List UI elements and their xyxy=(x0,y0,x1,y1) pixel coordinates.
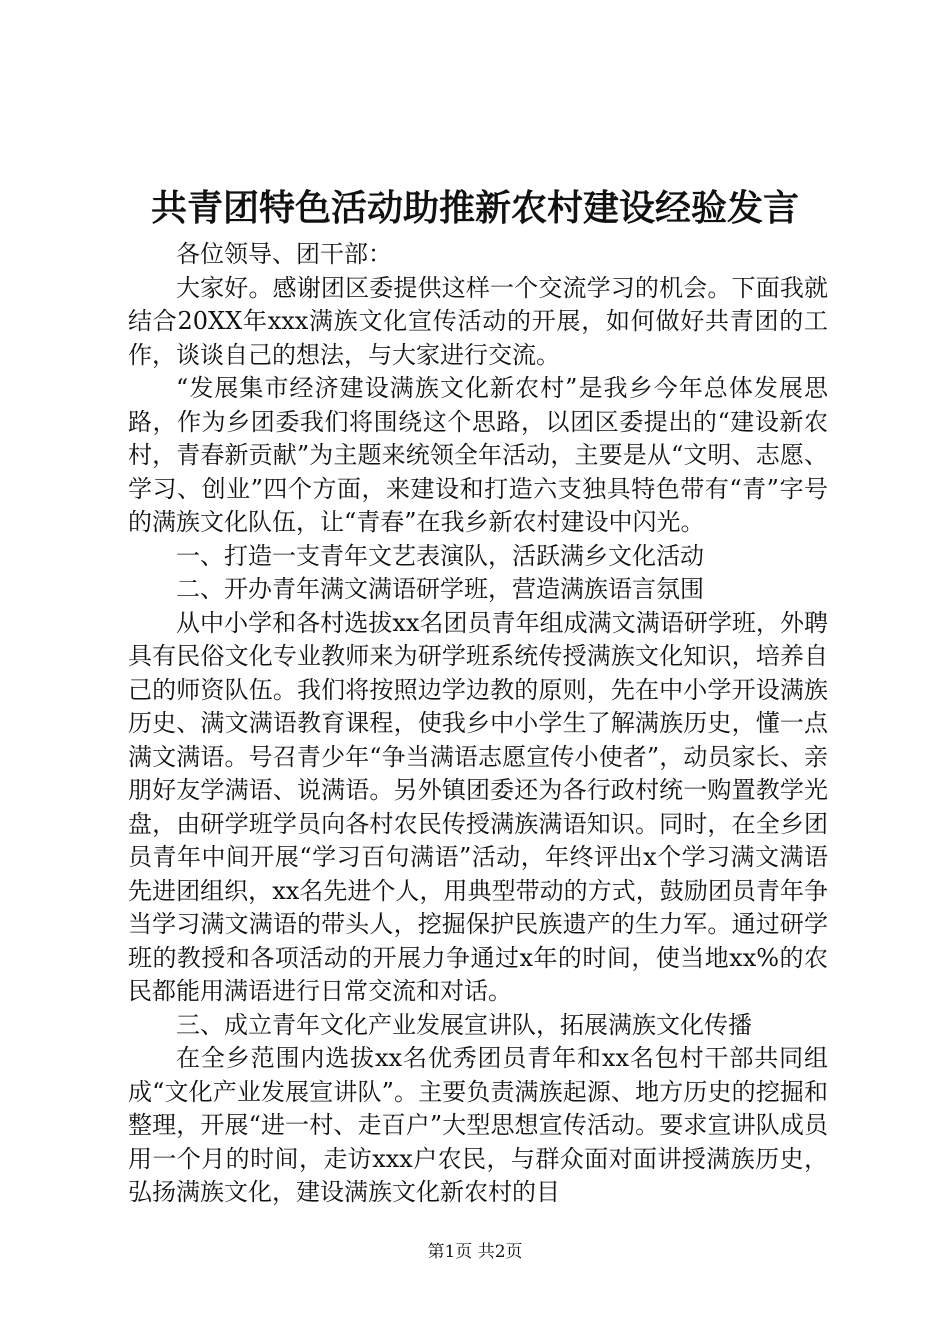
section-3-paragraph: 在全乡范围内选拔xx名优秀团员青年和xx名包村干部共同组成“文化产业发展宣讲队”。主要负责满族起源、地方历史的挖掘和整理，开展“进一村、走百户”大型思想宣传活动。要求宣讲队成员用一个月的时间，走访xxx户农民，与群众面对面讲授满族历史，弘扬满族文化，建设满族文化新农村的目 xyxy=(128,1044,828,1206)
section-heading-2: 二、开办青年满文满语研学班，营造满族语言氛围 xyxy=(176,575,704,603)
document-body xyxy=(128,238,828,1210)
opening-paragraph: 大家好。感谢团区委提供这样一个交流学习的机会。下面我就结合20XX年xxx满族文化宣传活动的开展，如何做好共青团的工作，谈谈自己的想法，与大家进行交流。 xyxy=(128,273,828,369)
salutation-paragraph: 各位领导、团干部： xyxy=(176,240,392,268)
overview-paragraph: “发展集市经济建设满族文化新农村”是我乡今年总体发展思路，作为乡团委我们将围绕这个思路，以团区委提出的“建设新农村，青春新贡献”为主题来统领全年活动，主要是从“文明、志愿、学习、创业”四个方面，来建设和打造六支独具特色带有“青”字号的满族文化队伍，让“青春”在我乡新农村建设中闪光。 xyxy=(128,374,828,536)
page-footer: 第1页 共2页 xyxy=(427,1242,523,1262)
section-heading-1: 一、打造一支青年文艺表演队，活跃满乡文化活动 xyxy=(176,541,704,570)
document-title: 共青团特色活动助推新农村建设经验发言 xyxy=(150,187,799,229)
section-2-paragraph: 从中小学和各村选拔xx名团员青年组成满文满语研学班，外聘具有民俗文化专业教师来为研学班系统传授满族文化知识，培养自己的师资队伍。我们将按照边学边教的原则，先在中小学开设满族历史、满文满语教育课程，使我乡中小学生了解满族历史，懂一点满文满语。号召青少年“争当满语志愿宣传小使者”，动员家长、亲朋好友学满语、说满语。另外镇团委还为各行政村统一购置教学光盘，由研学班学员向各村农民传授满族满语知识。同时，在全乡团员青年中间开展“学习百句满语”活动，年终评出x个学习满文满语先进团组织，xx名先进个人，用典型带动的方式，鼓励团员青年争当学习满文满语的带头人，挖掘保护民族遗产的生力军。通过研学班的教授和各项活动的开展力争通过x年的时间，使当地xx%的农民都能用满语进行日常交流和对话。 xyxy=(128,608,828,1005)
section-heading-3: 三、成立青年文化产业发展宣讲队，拓展满族文化传播 xyxy=(176,1010,752,1039)
